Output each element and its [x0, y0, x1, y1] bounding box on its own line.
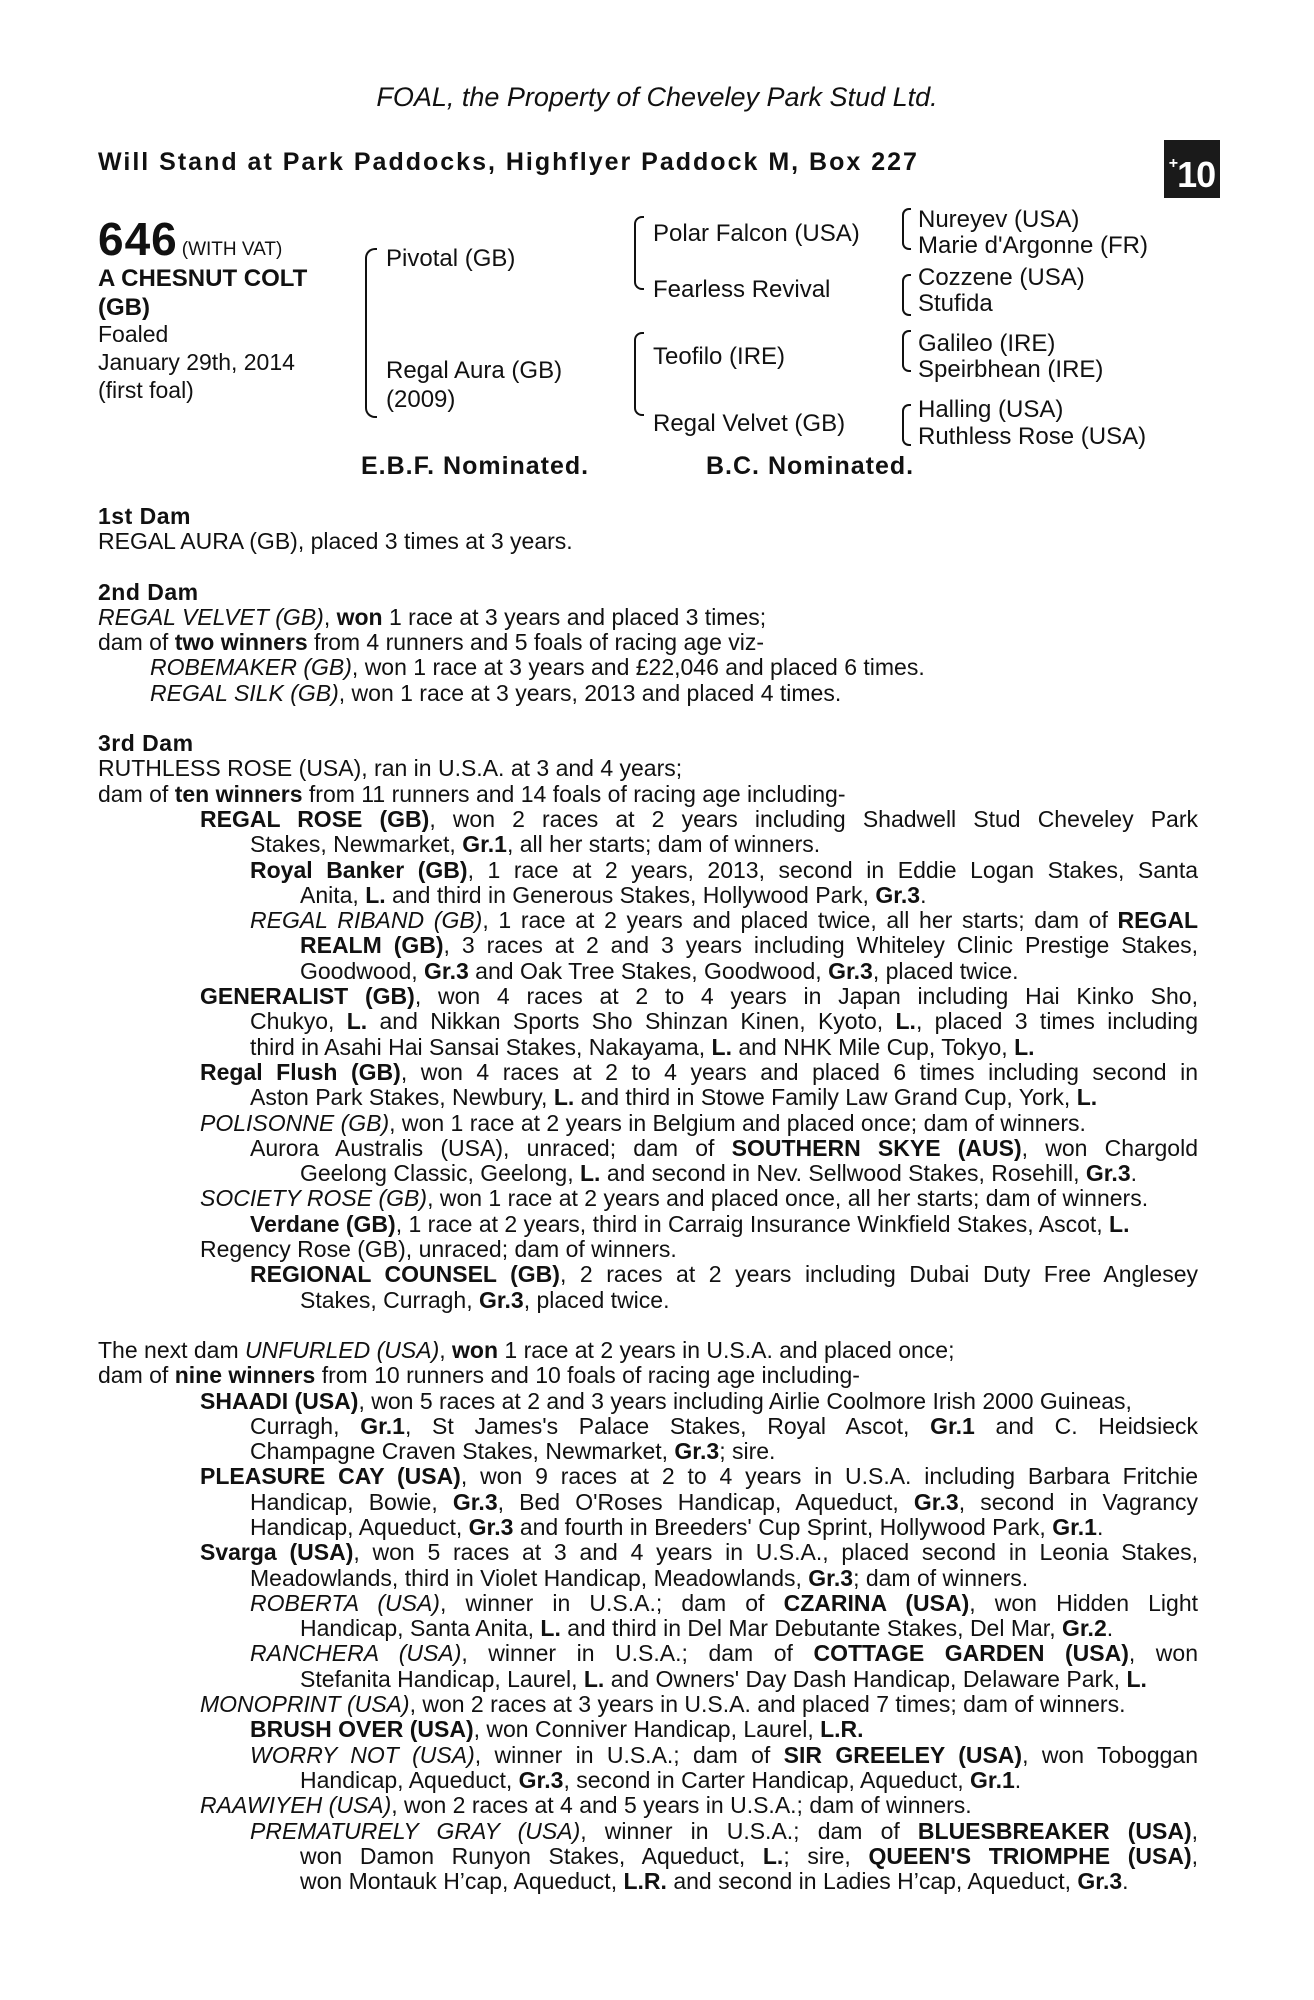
- pedigree-dam-year: (2009): [386, 386, 456, 413]
- pedigree-sire: Pivotal (GB): [386, 245, 516, 272]
- next-dam-line: ROBERTA (USA), winner in U.S.A.; dam of CZARINA (USA), won Hidden Light: [250, 1589, 1198, 1616]
- pedigree-ggp: Marie d'Argonne (FR): [918, 232, 1148, 259]
- lot-vat: (WITH VAT): [181, 239, 283, 260]
- second-dam-line: REGAL VELVET (GB), won 1 race at 3 years and placed 3 times;: [98, 603, 767, 630]
- third-dam-line: Regal Flush (GB), won 4 races at 2 to 4 years and placed 6 times including second in: [200, 1058, 1199, 1085]
- pedigree-ggp: Halling (USA): [918, 396, 1064, 423]
- third-dam-line: REGAL RIBAND (GB), 1 race at 2 years and placed twice, all her starts; dam of REGAL: [250, 907, 1198, 934]
- next-dam-line: Handicap, Bowie, Gr.3, Bed O'Roses Handicap, Aqueduct, Gr.3, second in Vagrancy: [250, 1488, 1198, 1515]
- foaled-date: January 29th, 2014: [98, 349, 295, 375]
- next-dam-line: Meadowlands, third in Violet Handicap, Meadowlands, Gr.3; dam of winners.: [250, 1564, 1029, 1591]
- third-dam-line: Royal Banker (GB), 1 race at 2 years, 2013, second in Eddie Logan Stakes, Santa: [250, 856, 1198, 883]
- badge-number: 10: [1177, 154, 1216, 195]
- location-subtitle: Will Stand at Park Paddocks, Highflyer Paddock M, Box 227: [98, 148, 919, 176]
- next-dam-line: dam of nine winners from 10 runners and 10 foals of racing age including-: [98, 1362, 860, 1389]
- pedigree-ggp: Galileo (IRE): [918, 330, 1056, 357]
- second-dam-heading: 2nd Dam: [98, 578, 199, 605]
- bc-nomination: B.C. Nominated.: [706, 452, 915, 480]
- pedigree-sire-dam: Fearless Revival: [653, 276, 831, 303]
- next-dam-line: Handicap, Aqueduct, Gr.3, second in Carter Handicap, Aqueduct, Gr.1.: [300, 1766, 1022, 1793]
- third-dam-line: GENERALIST (GB), won 4 races at 2 to 4 years in Japan including Hai Kinko Sho,: [200, 983, 1198, 1010]
- next-dam-line: Stefanita Handicap, Laurel, L. and Owners' Day Dash Handicap, Delaware Park, L.: [300, 1665, 1147, 1692]
- pedigree-brace: [902, 330, 911, 372]
- lot-description-line: A CHESNUT COLT: [98, 265, 308, 292]
- pedigree-brace: [902, 404, 911, 446]
- second-dam-line: dam of two winners from 4 runners and 5 foals of racing age viz-: [98, 629, 765, 656]
- pedigree-brace: [634, 216, 644, 290]
- foal-note: (first foal): [98, 377, 194, 403]
- second-dam-line: REGAL SILK (GB), won 1 race at 3 years, 2013 and placed 4 times.: [150, 679, 842, 706]
- third-dam-line: Chukyo, L. and Nikkan Sports Sho Shinzan Kinen, Kyoto, L., placed 3 times including: [250, 1008, 1199, 1035]
- next-dam-line: RAAWIYEH (USA), won 2 races at 4 and 5 years in U.S.A.; dam of winners.: [200, 1792, 972, 1819]
- third-dam-heading: 3rd Dam: [98, 730, 194, 757]
- pedigree-ggp: Speirbhean (IRE): [918, 356, 1104, 383]
- third-dam-line: third in Asahi Hai Sansai Stakes, Nakayama, L. and NHK Mile Cup, Tokyo, L.: [250, 1033, 1035, 1060]
- pedigree-sire-sire: Polar Falcon (USA): [653, 220, 860, 247]
- third-dam-line: SOCIETY ROSE (GB), won 1 race at 2 years and placed once, all her starts; dam of winners.: [200, 1185, 1149, 1212]
- next-dam-line: Champagne Craven Stakes, Newmarket, Gr.3; sire.: [250, 1438, 776, 1465]
- first-dam-heading: 1st Dam: [98, 503, 191, 529]
- third-dam-line: Aurora Australis (USA), unraced; dam of SOUTHERN SKYE (AUS), won Chargold: [250, 1134, 1198, 1161]
- third-dam-line: Anita, L. and third in Generous Stakes, Hollywood Park, Gr.3.: [300, 881, 927, 908]
- pedigree-brace: [634, 332, 644, 416]
- third-dam-line: REGIONAL COUNSEL (GB), 2 races at 2 years including Dubai Duty Free Anglesey: [250, 1261, 1198, 1288]
- next-dam-line: BRUSH OVER (USA), won Conniver Handicap, Laurel, L.R.: [250, 1716, 864, 1743]
- third-dam-line: Stakes, Newmarket, Gr.1, all her starts; dam of winners.: [250, 831, 821, 858]
- first-dam-text: REGAL AURA (GB), placed 3 times at 3 years.: [98, 528, 573, 555]
- third-dam-line: POLISONNE (GB), won 1 race at 2 years in Belgium and placed once; dam of winners.: [200, 1109, 1086, 1136]
- catalogue-body: [98, 504, 1198, 1894]
- badge-plus: +: [1168, 155, 1178, 172]
- second-dam-line: ROBEMAKER (GB), won 1 race at 3 years and £22,046 and placed 6 times.: [150, 654, 925, 681]
- pedigree-dam-sire: Teofilo (IRE): [653, 343, 786, 370]
- next-dam-line: RANCHERA (USA), winner in U.S.A.; dam of COTTAGE GARDEN (USA), won: [250, 1640, 1198, 1667]
- next-dam-line: MONOPRINT (USA), won 2 races at 3 years in U.S.A. and placed 7 times; dam of winners.: [200, 1691, 1126, 1718]
- next-dam-line: PREMATURELY GRAY (USA), winner in U.S.A.; dam of BLUESBREAKER (USA),: [250, 1817, 1198, 1844]
- pedigree-ggp: Nureyev (USA): [918, 206, 1080, 233]
- pedigree-ggp: Stufida: [918, 290, 993, 317]
- pedigree-brace: [902, 208, 911, 250]
- next-dam-line: SHAADI (USA), won 5 races at 2 and 3 years including Airlie Coolmore Irish 2000 Guineas,: [200, 1387, 1132, 1414]
- third-dam-line: RUTHLESS ROSE (USA), ran in U.S.A. at 3 and 4 years;: [98, 755, 683, 782]
- next-dam-line: Handicap, Aqueduct, Gr.3 and fourth in Breeders' Cup Sprint, Hollywood Park, Gr.1.: [250, 1513, 1104, 1540]
- next-dam-line: Svarga (USA), won 5 races at 3 and 4 years in U.S.A., placed second in Leonia Stakes,: [200, 1539, 1199, 1566]
- pedigree-ggp: Ruthless Rose (USA): [918, 423, 1147, 450]
- third-dam-line: Verdane (GB), 1 race at 2 years, third in Carraig Insurance Winkfield Stakes, Ascot, L.: [250, 1210, 1130, 1237]
- next-dam-line: won Damon Runyon Stakes, Aqueduct, L.; sire, QUEEN'S TRIOMPHE (USA),: [300, 1842, 1199, 1869]
- third-dam-line: Aston Park Stakes, Newbury, L. and third in Stowe Family Law Grand Cup, York, L.: [250, 1084, 1098, 1111]
- third-dam-line: dam of ten winners from 11 runners and 14 foals of racing age including-: [98, 780, 846, 807]
- pedigree-brace: [902, 274, 911, 316]
- next-dam-line: won Montauk H’cap, Aqueduct, L.R. and second in Ladies H’cap, Aqueduct, Gr.3.: [300, 1868, 1129, 1895]
- third-dam-line: Stakes, Curragh, Gr.3, placed twice.: [300, 1286, 670, 1313]
- lot-heading: [98, 212, 282, 266]
- third-dam-line: Geelong Classic, Geelong, L. and second in Nev. Sellwood Stakes, Rosehill, Gr.3.: [300, 1160, 1138, 1187]
- lot-number: 646: [98, 213, 178, 265]
- next-dam-line: The next dam UNFURLED (USA), won 1 race at 2 years in U.S.A. and placed once;: [98, 1336, 955, 1363]
- lot-description: [98, 264, 307, 322]
- pedigree-dam-dam: Regal Velvet (GB): [653, 410, 846, 437]
- foaled-label: Foaled: [98, 321, 169, 347]
- next-dam-line: PLEASURE CAY (USA), won 9 races at 2 to 4 years in U.S.A. including Barbara Fritchie: [200, 1463, 1198, 1490]
- third-dam-line: REGAL ROSE (GB), won 2 races at 2 years including Shadwell Stud Cheveley Park: [200, 805, 1198, 832]
- pedigree-dam: Regal Aura (GB): [386, 357, 563, 384]
- third-dam-line: REALM (GB), 3 races at 2 and 3 years including Whiteley Clinic Prestige Stakes,: [300, 932, 1199, 959]
- next-dam-line: Handicap, Santa Anita, L. and third in Del Mar Debutante Stakes, Del Mar, Gr.2.: [300, 1615, 1114, 1642]
- page-title: FOAL, the Property of Cheveley Park Stud Ltd.: [376, 82, 938, 112]
- third-dam-line: Goodwood, Gr.3 and Oak Tree Stakes, Goodwood, Gr.3, placed twice.: [300, 957, 1019, 984]
- foaled-info: [98, 320, 295, 404]
- third-dam-line: Regency Rose (GB), unraced; dam of winners.: [200, 1236, 677, 1263]
- pedigree-brace: [365, 248, 377, 418]
- next-dam-line: WORRY NOT (USA), winner in U.S.A.; dam of SIR GREELEY (USA), won Toboggan: [250, 1741, 1198, 1768]
- sale-badge: [1164, 140, 1220, 198]
- pedigree-ggp: Cozzene (USA): [918, 264, 1085, 291]
- ebf-nomination: E.B.F. Nominated.: [361, 452, 590, 480]
- lot-description-line: (GB): [98, 294, 150, 321]
- next-dam-line: Curragh, Gr.1, St James's Palace Stakes, Royal Ascot, Gr.1 and C. Heidsieck: [250, 1412, 1198, 1439]
